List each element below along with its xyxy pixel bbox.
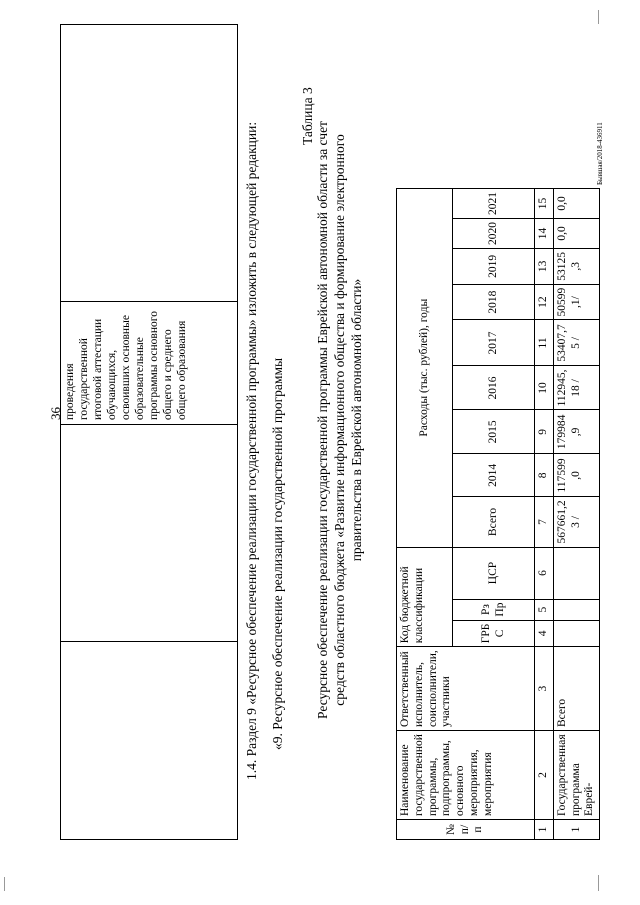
section-heading: «9. Ресурсное обеспечение реализации государственной программы (270, 357, 285, 750)
header-budget-code: Код бюджетной классификации (397, 547, 453, 647)
row-total: 567661,2 3 / (553, 497, 599, 547)
row-value: 117599 ,0 (553, 454, 599, 497)
header-year: 2021 (453, 188, 535, 218)
column-number: 2 (535, 731, 554, 820)
row-grbs (553, 620, 599, 647)
column-number: 1 (535, 820, 554, 840)
header-name: Наименование государственной программы, подпрограммы, основного мероприятия, мероприятия (397, 731, 535, 820)
column-number: 8 (535, 454, 554, 497)
table-cell (61, 425, 238, 642)
column-number: 7 (535, 497, 554, 547)
column-number: 4 (535, 620, 554, 647)
column-number: 9 (535, 410, 554, 454)
row-value: 0,0 (553, 188, 599, 218)
header-year: 2015 (453, 410, 535, 454)
page-number: 36 (48, 407, 63, 420)
row-responsible: Всего (553, 647, 599, 731)
continued-table (60, 24, 238, 840)
column-number: 14 (535, 218, 554, 248)
header-year: 2017 (453, 320, 535, 366)
table-cell (61, 25, 238, 302)
header-responsible: Ответственный исполнитель, соисполнители, участники (397, 647, 535, 731)
column-number: 6 (535, 547, 554, 599)
row-value: 50599 ,1/ (553, 284, 599, 320)
column-number: 5 (535, 599, 554, 620)
table-cell: проведения государственной итоговой аттестации обучающихся, освоивших основные образовательные программы основного общего и среднего общего образования (61, 302, 238, 425)
row-value: 53125 ,3 (553, 248, 599, 284)
resource-table (396, 188, 600, 840)
column-number: 11 (535, 320, 554, 366)
table-caption: Ресурсное обеспечение реализации государственной программы Еврейской автономной области за счет средств областного бюджета «Развитие информационного общества и формирование электронного правительства в Еврейской автономной области» (315, 121, 364, 719)
row-name: Государственная программа Еврей- (553, 731, 599, 820)
row-rzpr (553, 599, 599, 620)
header-expenses: Расходы (тыс. рублей), годы (397, 188, 453, 547)
header-year: 2019 (453, 248, 535, 284)
column-number: 3 (535, 647, 554, 731)
header-year: 2018 (453, 284, 535, 320)
header-year: 2016 (453, 366, 535, 410)
header-csr: ЦСР (453, 547, 535, 599)
row-value: 179984 ,9 (553, 410, 599, 454)
row-value: 53407,7 5 / (553, 320, 599, 366)
table-cell (61, 642, 238, 840)
header-year: 2020 (453, 218, 535, 248)
column-number: 15 (535, 188, 554, 218)
row-csr (553, 547, 599, 599)
column-number: 10 (535, 366, 554, 410)
row-num: 1 (553, 820, 599, 840)
row-value: 0,0 (553, 218, 599, 248)
header-grbs: ГРБ С (453, 620, 535, 647)
row-value: 112945, 18 / (553, 366, 599, 410)
table-label: Таблица 3 (300, 87, 315, 145)
column-number: 13 (535, 248, 554, 284)
header-num: № п/п (397, 820, 535, 840)
header-total: Всего (453, 497, 535, 547)
section-instruction: 1.4. Раздел 9 «Ресурсное обеспечение реализации государственной программы» изложить в следующей редакции: (244, 121, 259, 780)
footer-code: Бывшая/2018-436911 (596, 122, 604, 185)
column-number: 12 (535, 284, 554, 320)
header-year: 2014 (453, 454, 535, 497)
header-rzpr: Рз Пр (453, 599, 535, 620)
